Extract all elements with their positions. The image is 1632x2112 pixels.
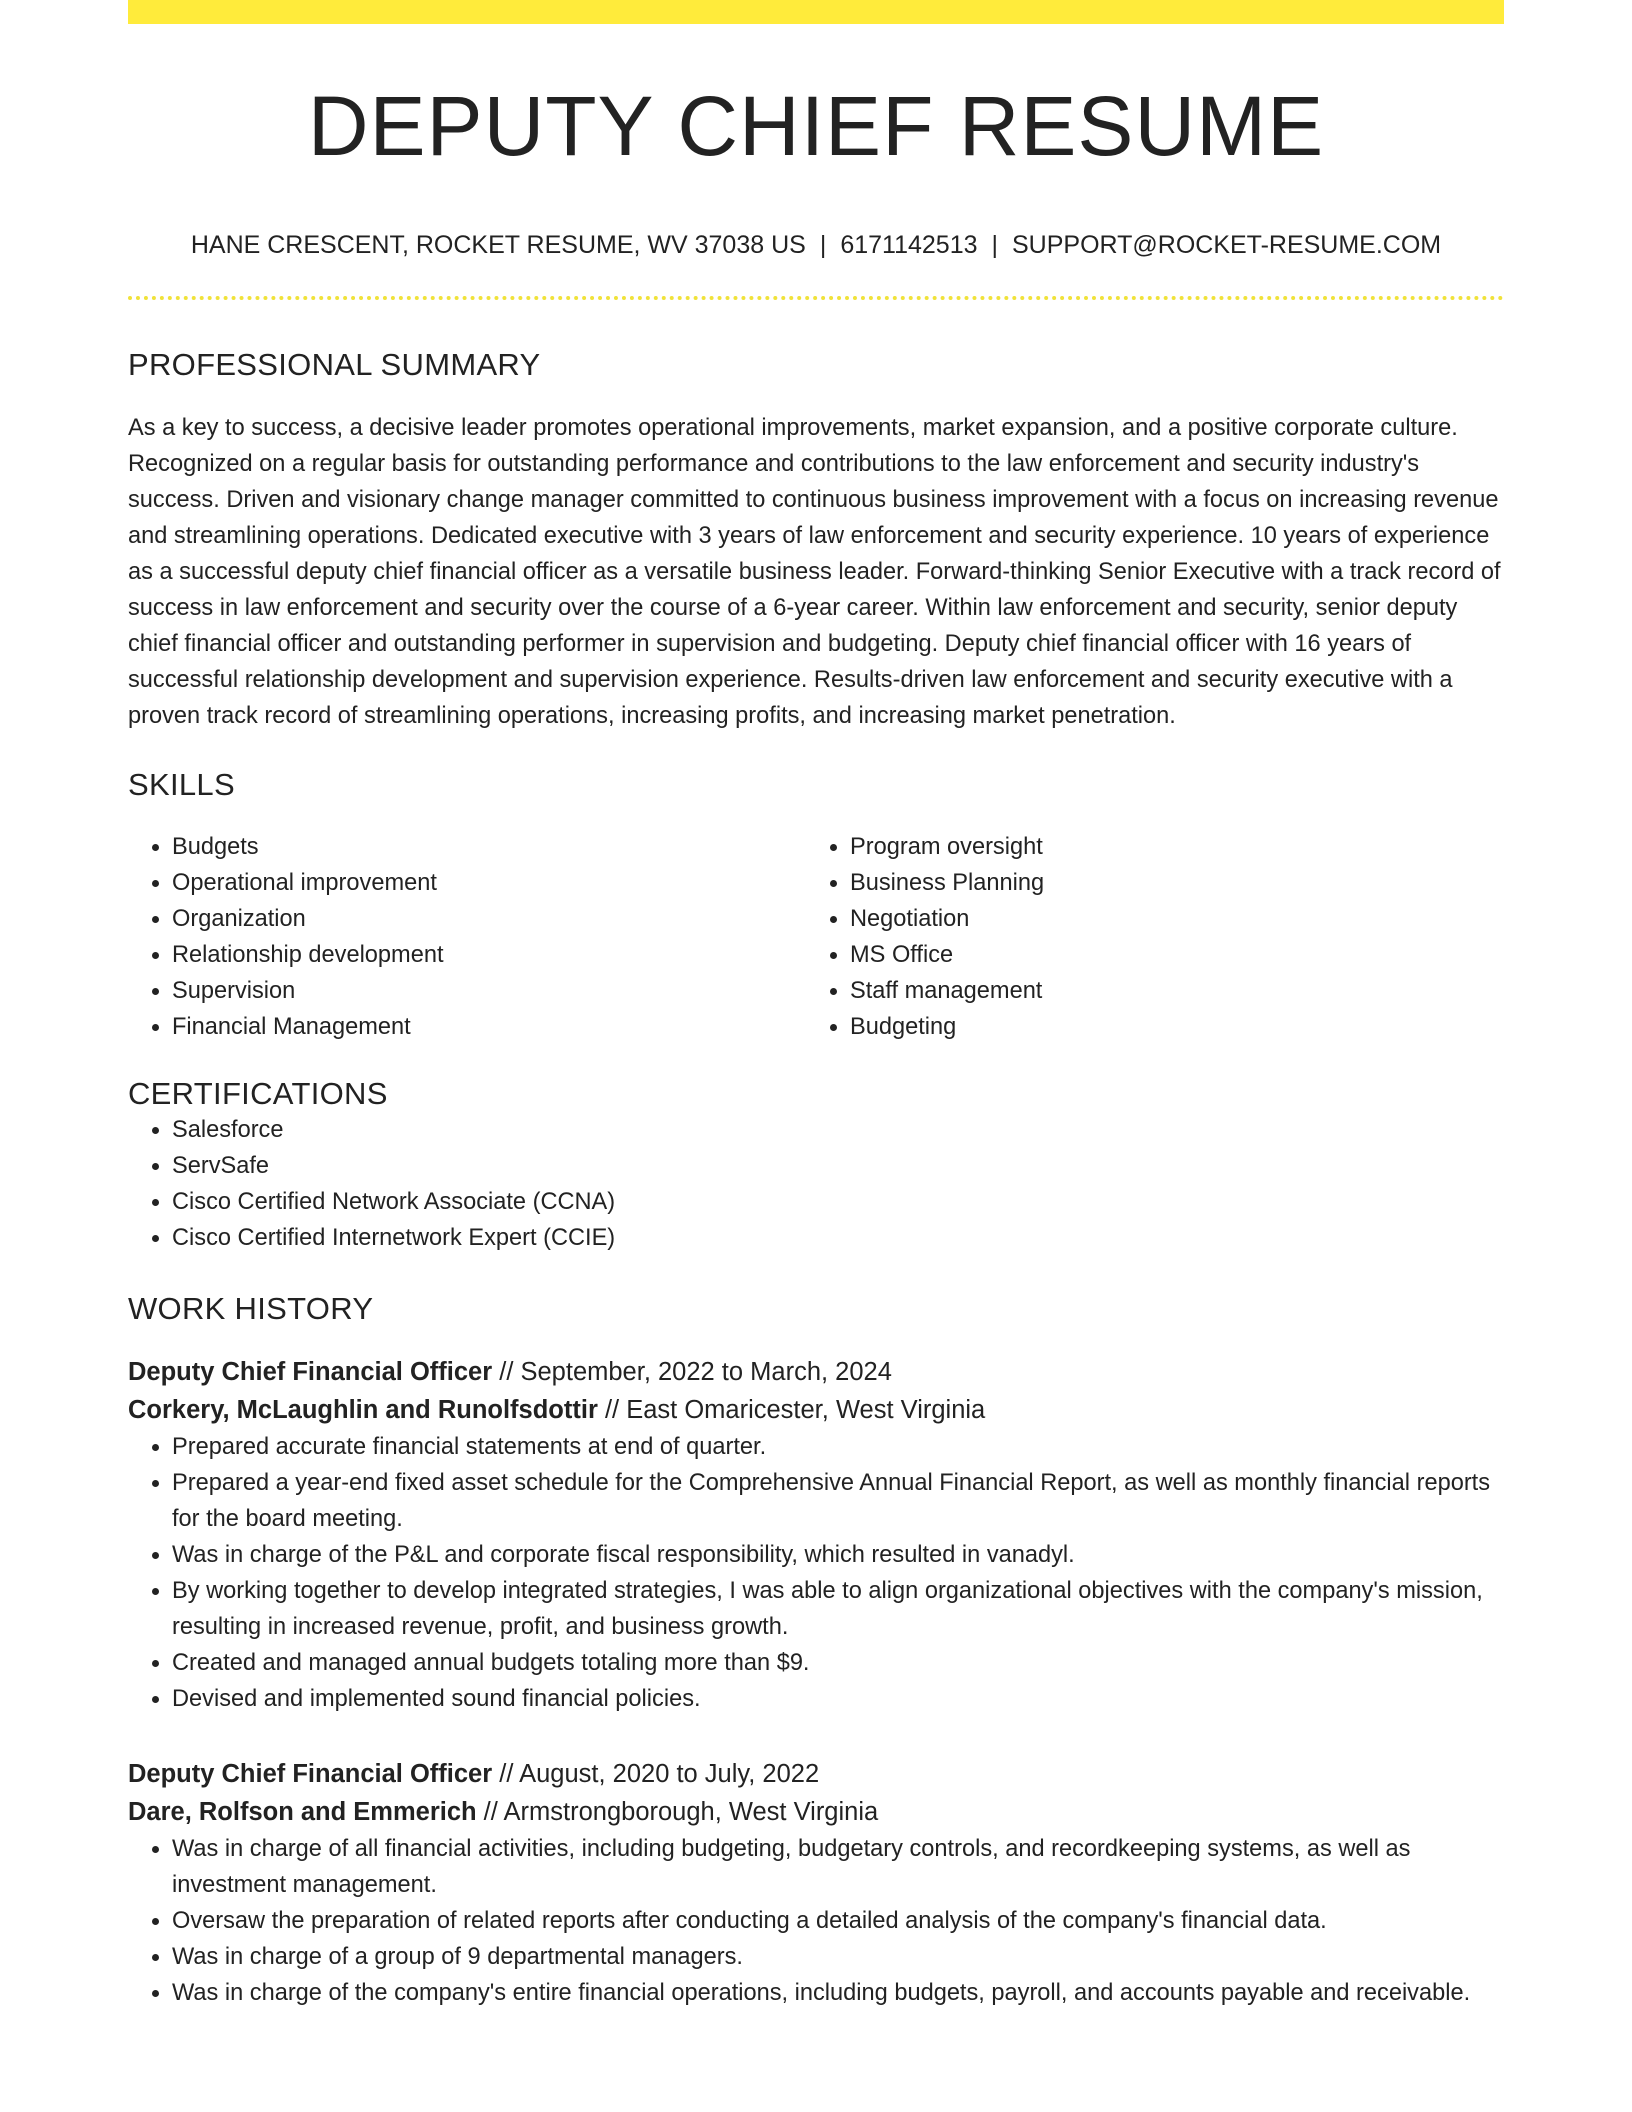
job-company: Dare, Rolfson and Emmerich — [128, 1798, 477, 1827]
job-bullet: • Prepared accurate financial statements at end of quarter. — [172, 1429, 1504, 1465]
job-bullet: • Devised and implemented sound financial policies. — [172, 1681, 1504, 1717]
contact-separator: | — [991, 231, 998, 260]
certification-item: • Cisco Certified Internetwork Expert (CCIE) — [172, 1220, 1504, 1256]
certifications-list — [128, 1112, 1504, 1256]
skills-columns — [128, 829, 1504, 1045]
job-bullet: • Prepared a year-end fixed asset schedule for the Comprehensive Annual Financial Report, as well as monthly financial reports for the board meeting. — [172, 1465, 1504, 1537]
job-location: // East Omaricester, West Virginia — [597, 1396, 986, 1425]
work-history-heading: WORK HISTORY — [128, 1290, 374, 1326]
job-bullet: • Was in charge of the company's entire financial operations, including budgets, payroll, and accounts payable and receivable. — [172, 1975, 1504, 2011]
job-role: Deputy Chief Financial Officer — [128, 1760, 493, 1789]
job-role-line — [128, 1755, 1504, 1793]
job-company: Corkery, McLaughlin and Runolfsdottir — [128, 1396, 598, 1425]
contact-address: HANE CRESCENT, ROCKET RESUME, WV 37038 US — [190, 231, 806, 260]
contact-separator: | — [819, 231, 827, 260]
skill-item: • Business Planning — [850, 865, 1484, 901]
skill-item: • Supervision — [172, 973, 806, 1009]
job-dates: // August, 2020 to July, 2022 — [492, 1760, 820, 1789]
summary-text: As a key to success, a decisive leader promotes operational improvements, market expansion, and a positive corporate culture. Recognized on a regular basis for outstanding performance and contributions to the law enforcement and security industry's success. Driven and visionary change manager committed to continuous business improvement with a focus on increasing revenue and streamlining operations. Dedicated executive with 3 years of law enforcement and security experience. 10 years of experience as a successful deputy chief financial officer as a versatile business leader. Forward-thinking Senior Executive with a track record of success in law enforcement and security over the course of a 6-year career. Within law enforcement and security, senior deputy chief financial officer and outstanding performer in supervision and budgeting. Deputy chief financial officer with 16 years of successful relationship development and supervision experience. Results-driven law enforcement and security executive with a proven track record of streamlining operations, increasing profits, and increasing market penetration. — [128, 414, 1501, 729]
certifications-heading: CERTIFICATIONS — [128, 1075, 388, 1111]
job-entry — [128, 1755, 1504, 2011]
job-bullet: • Was in charge of the P&L and corporate fiscal responsibility, which resulted in vanadyl. — [172, 1537, 1504, 1573]
skill-item: • Negotiation — [850, 901, 1484, 937]
summary-heading: PROFESSIONAL SUMMARY — [128, 347, 541, 383]
job-dates: // September, 2022 to March, 2024 — [492, 1358, 892, 1387]
resume-title: DEPUTY CHIEF RESUME — [307, 79, 1325, 173]
skills-list-left — [128, 829, 806, 1045]
contact-email: SUPPORT@ROCKET-RESUME.COM — [1012, 231, 1442, 260]
skill-item: • Financial Management — [172, 1009, 806, 1045]
resume-page — [128, 0, 1504, 2011]
skill-item: • Budgets — [172, 829, 806, 865]
contact-phone: 6171142513 — [840, 231, 978, 260]
dotted-divider — [128, 296, 1504, 300]
skill-item: • Operational improvement — [172, 865, 806, 901]
contact-line — [128, 230, 1504, 260]
certification-item: • Cisco Certified Network Associate (CCNA) — [172, 1184, 1504, 1220]
skill-item: • Relationship development — [172, 937, 806, 973]
job-company-line — [128, 1793, 1504, 1831]
skill-item: • MS Office — [850, 937, 1484, 973]
job-role-line — [128, 1353, 1504, 1391]
skill-item: • Staff management — [850, 973, 1484, 1009]
top-accent-bar — [128, 0, 1504, 24]
skills-heading: SKILLS — [128, 766, 235, 802]
job-company-line — [128, 1391, 1504, 1429]
job-bullets — [128, 1429, 1504, 1717]
job-bullet: • Was in charge of a group of 9 departmental managers. — [172, 1939, 1504, 1975]
skill-item: • Budgeting — [850, 1009, 1484, 1045]
certification-item: • Salesforce — [172, 1112, 1504, 1148]
job-bullet: • By working together to develop integrated strategies, I was able to align organizational objectives with the company's mission, resulting in increased revenue, profit, and business growth. — [172, 1573, 1504, 1645]
skills-list-right — [806, 829, 1484, 1045]
job-bullets — [128, 1831, 1504, 2011]
certification-item: • ServSafe — [172, 1148, 1504, 1184]
job-entry — [128, 1353, 1504, 1717]
skill-item: • Program oversight — [850, 829, 1484, 865]
job-role: Deputy Chief Financial Officer — [128, 1358, 493, 1387]
job-bullet: • Was in charge of all financial activities, including budgeting, budgetary controls, and recordkeeping systems, as well as investment management. — [172, 1831, 1504, 1903]
job-bullet: • Oversaw the preparation of related reports after conducting a detailed analysis of the company's financial data. — [172, 1903, 1504, 1939]
skill-item: • Organization — [172, 901, 806, 937]
job-location: // Armstrongborough, West Virginia — [476, 1798, 879, 1827]
job-bullet: • Created and managed annual budgets totaling more than $9. — [172, 1645, 1504, 1681]
